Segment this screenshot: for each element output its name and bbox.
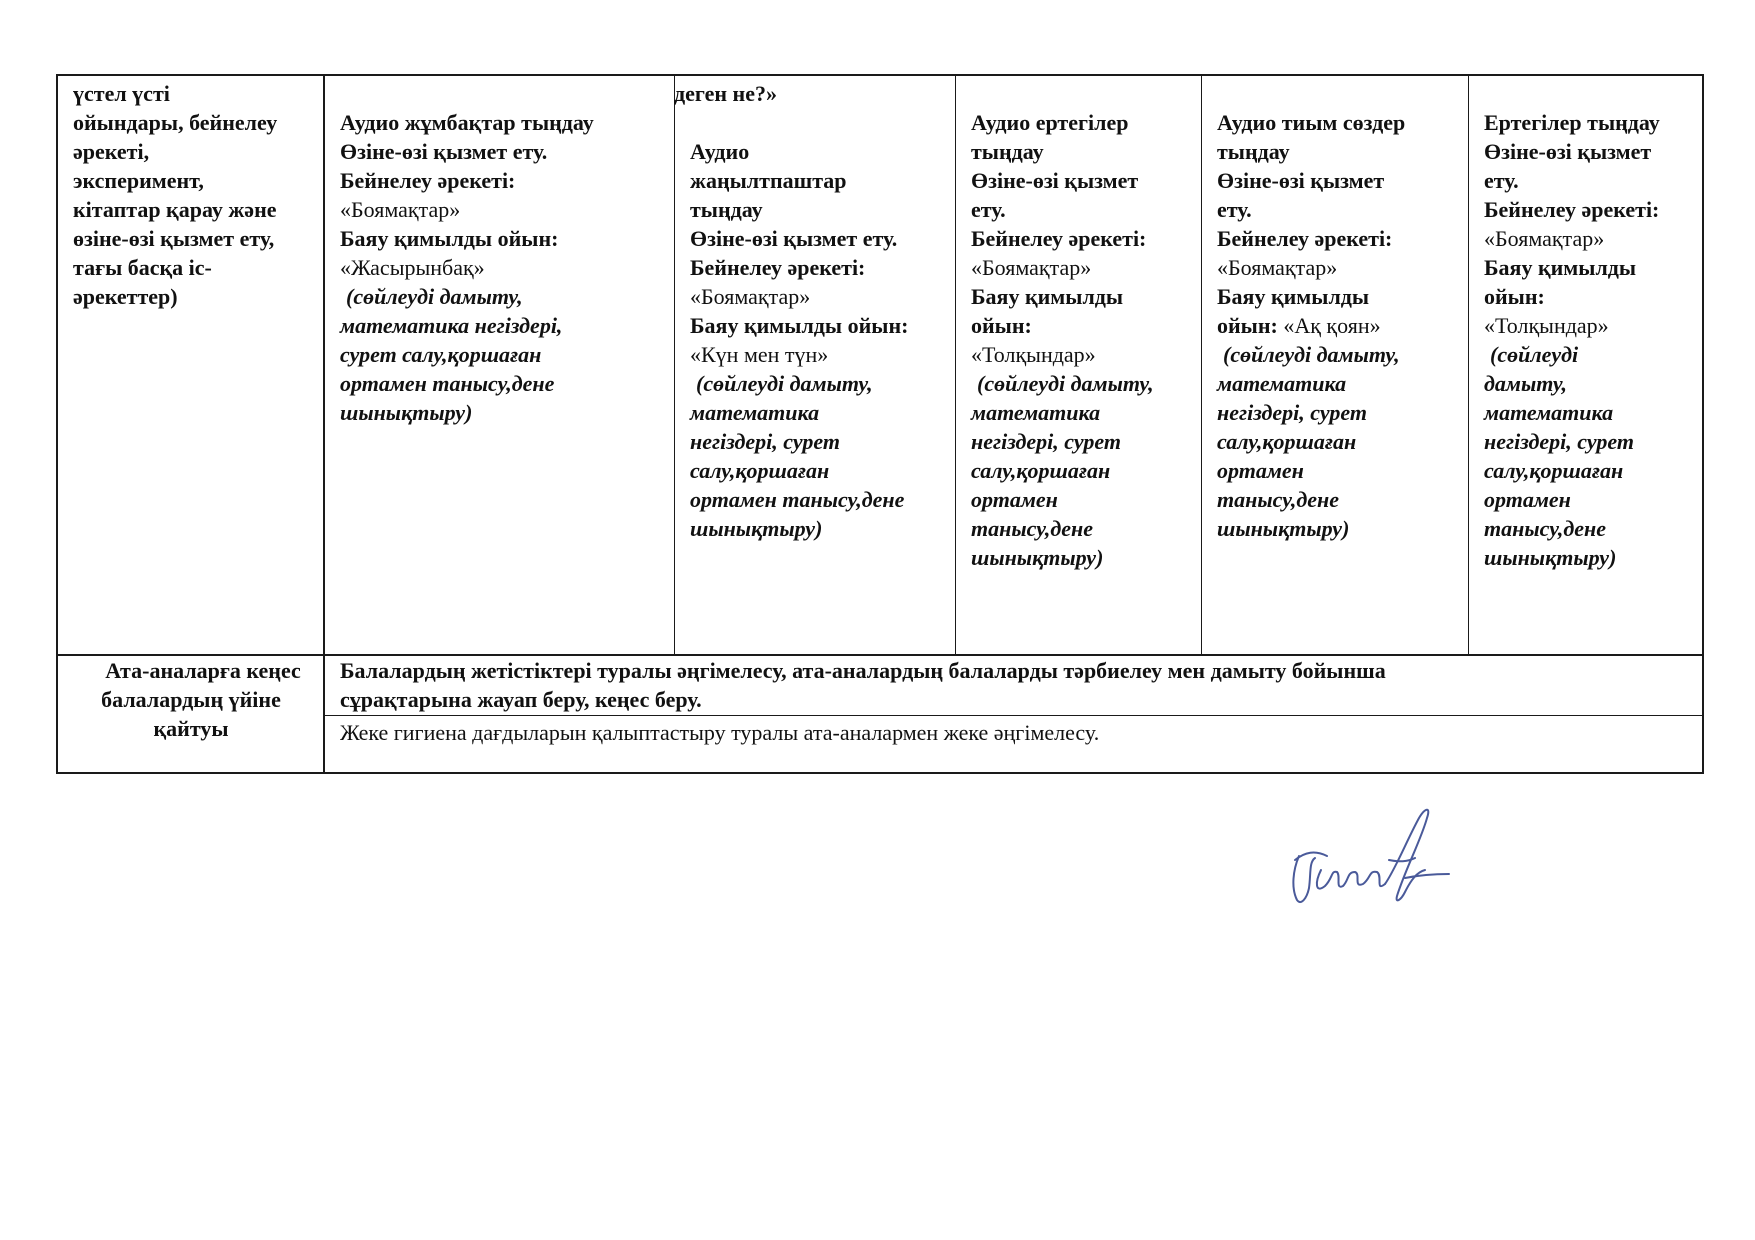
subjects-line: математика [971, 400, 1101, 425]
game-heading: Баяу қимылды ойын: [340, 226, 559, 251]
game-heading: Баяу қимылды [1484, 255, 1637, 280]
table-border-bottom [56, 772, 1704, 774]
signature-stroke [1295, 853, 1327, 860]
continued-text: деген не?» [674, 81, 777, 106]
self-service: Өзіне-өзі қызмет [1484, 139, 1652, 164]
hygiene-line: Жеке гигиена дағдыларын қалыптастыру туралы ата-аналармен жеке әңгімелесу. [340, 720, 1100, 745]
table-col-divider [1201, 74, 1202, 655]
art-name: «Боямақтар» [1217, 255, 1338, 280]
subjects-line: дамыту, [1484, 371, 1567, 396]
activity-title: жаңылтпаштар [690, 168, 847, 193]
label-line: Ата-аналарға кеңес [105, 658, 301, 683]
subjects-line: ортамен [971, 487, 1058, 512]
cell-monday [340, 108, 670, 427]
subjects-line: (сөйлеуді дамыту, [1223, 342, 1400, 367]
subjects-line: салу,қоршаған [1217, 429, 1357, 454]
game-name: «Жасырынбақ» [340, 255, 485, 280]
table-col-divider [674, 74, 675, 655]
self-service: Өзіне-өзі қызмет ету. [690, 226, 898, 251]
game-name: «Толқындар» [1484, 313, 1609, 338]
table-border-left [56, 74, 58, 774]
row-label-activities [73, 79, 319, 311]
game-name: «Күн мен түн» [690, 342, 829, 367]
hygiene-talk-text [340, 718, 1700, 747]
self-service: ету. [1484, 168, 1519, 193]
signature-stroke [1385, 810, 1428, 901]
subjects-line: (сөйлеуді [1490, 342, 1579, 367]
label-line: өзіне-өзі қызмет ету, [73, 226, 275, 251]
subjects-line: (сөйлеуді дамыту, [696, 371, 873, 396]
game-name: «Ақ қоян» [1283, 313, 1381, 338]
label-line: әрекеттер) [73, 284, 178, 309]
subjects-line: математика [1484, 400, 1614, 425]
subjects-line: негіздері, сурет [1484, 429, 1634, 454]
cell-wednesday [971, 108, 1199, 572]
subjects-line: ортамен [1484, 487, 1571, 512]
self-service: ету. [971, 197, 1006, 222]
art-activity: Бейнелеу әрекеті: [1217, 226, 1393, 251]
subjects-line: шынықтыру) [971, 545, 1104, 570]
label-line: ойындары, бейнелеу [73, 110, 278, 135]
table-border-right [1702, 74, 1704, 774]
game-heading: ойын: [1484, 284, 1545, 309]
cell-thursday [1217, 108, 1465, 543]
subjects-line: танысу,дене [1217, 487, 1340, 512]
subjects-line: негіздері, сурет [971, 429, 1121, 454]
label-line: қайтуы [153, 716, 229, 741]
art-name: «Боямақтар» [690, 284, 811, 309]
art-name: «Боямақтар» [971, 255, 1092, 280]
subjects-line: шынықтыру) [1217, 516, 1350, 541]
label-line: тағы басқа іс- [73, 255, 212, 280]
subjects-line: сурет салу,қоршаған [340, 342, 542, 367]
consultation-line: Балалардың жетістіктері туралы әңгімелесу, ата-аналардың балаларды тәрбиелеу мен дамыту бойынша [340, 658, 1386, 683]
activity-title: Аудио [690, 139, 750, 164]
table-col-divider [1468, 74, 1469, 655]
row-label-parents [60, 656, 322, 743]
plan-table [56, 74, 1704, 774]
activity-title: тыңдау [690, 197, 763, 222]
subjects-line: танысу,дене [1484, 516, 1607, 541]
consultation-line: сұрақтарына жауап беру, кеңес беру. [340, 687, 702, 712]
subjects-line: ортамен танысу,дене [340, 371, 555, 396]
self-service: Өзіне-өзі қызмет [971, 168, 1139, 193]
parents-consultation-text [340, 656, 1700, 714]
label-line: балалардың үйіне [101, 687, 281, 712]
subjects-line: салу,қоршаған [1484, 458, 1624, 483]
self-service: ету. [1217, 197, 1252, 222]
self-service: Өзіне-өзі қызмет ету. [340, 139, 548, 164]
subjects-line: шынықтыру) [340, 400, 473, 425]
cell-tuesday-top [674, 79, 954, 108]
game-name: «Толқындар» [971, 342, 1096, 367]
table-col-divider [323, 74, 325, 774]
subjects-line: математика негіздері, [340, 313, 563, 338]
art-activity: Бейнелеу әрекеті: [971, 226, 1147, 251]
activity-title: тыңдау [1217, 139, 1290, 164]
table-subrow-divider [323, 715, 1704, 716]
activity-title: Аудио жұмбақтар тыңдау [340, 110, 594, 135]
signature-stroke [1293, 856, 1315, 902]
subjects-line: математика [1217, 371, 1347, 396]
subjects-line: танысу,дене [971, 516, 1094, 541]
game-heading: ойын: [971, 313, 1032, 338]
self-service: Өзіне-өзі қызмет [1217, 168, 1385, 193]
signature-stroke [1405, 874, 1449, 878]
art-name: «Боямақтар» [1484, 226, 1605, 251]
label-line: әрекеті, [73, 139, 150, 164]
subjects-line: ортамен [1217, 458, 1304, 483]
subjects-line: ортамен танысу,дене [690, 487, 905, 512]
subjects-line: салу,қоршаған [971, 458, 1111, 483]
subjects-line: салу,қоршаған [690, 458, 830, 483]
table-col-divider [955, 74, 956, 655]
art-activity: Бейнелеу әрекеті: [1484, 197, 1660, 222]
subjects-line: (сөйлеуді дамыту, [346, 284, 523, 309]
signature-stroke [1317, 870, 1385, 889]
subjects-line: негіздері, сурет [690, 429, 840, 454]
game-heading: Баяу қимылды ойын: [690, 313, 909, 338]
activity-title: Аудио тиым сөздер [1217, 110, 1406, 135]
game-heading: ойын: [1217, 313, 1278, 338]
activity-title: Ертегілер тыңдау [1484, 110, 1660, 135]
cell-tuesday [690, 137, 954, 543]
subjects-line: шынықтыру) [1484, 545, 1617, 570]
label-line: эксперимент, [73, 168, 204, 193]
art-name: «Боямақтар» [340, 197, 461, 222]
game-line [1217, 311, 1465, 340]
art-activity: Бейнелеу әрекеті: [690, 255, 866, 280]
subjects-line: математика [690, 400, 820, 425]
handwritten-signature-icon [1285, 800, 1465, 912]
subjects-line: негіздері, сурет [1217, 400, 1367, 425]
activity-title: тыңдау [971, 139, 1044, 164]
subjects-line: (сөйлеуді дамыту, [977, 371, 1154, 396]
label-line: үстел үсті [73, 81, 170, 106]
label-line: кітаптар қарау және [73, 197, 277, 222]
game-heading: Баяу қимылды [971, 284, 1124, 309]
cell-friday [1484, 108, 1700, 572]
subjects-line: шынықтыру) [690, 516, 823, 541]
art-activity: Бейнелеу әрекеті: [340, 168, 516, 193]
game-heading: Баяу қимылды [1217, 284, 1370, 309]
table-border-top [56, 74, 1704, 76]
activity-title: Аудио ертегілер [971, 110, 1129, 135]
